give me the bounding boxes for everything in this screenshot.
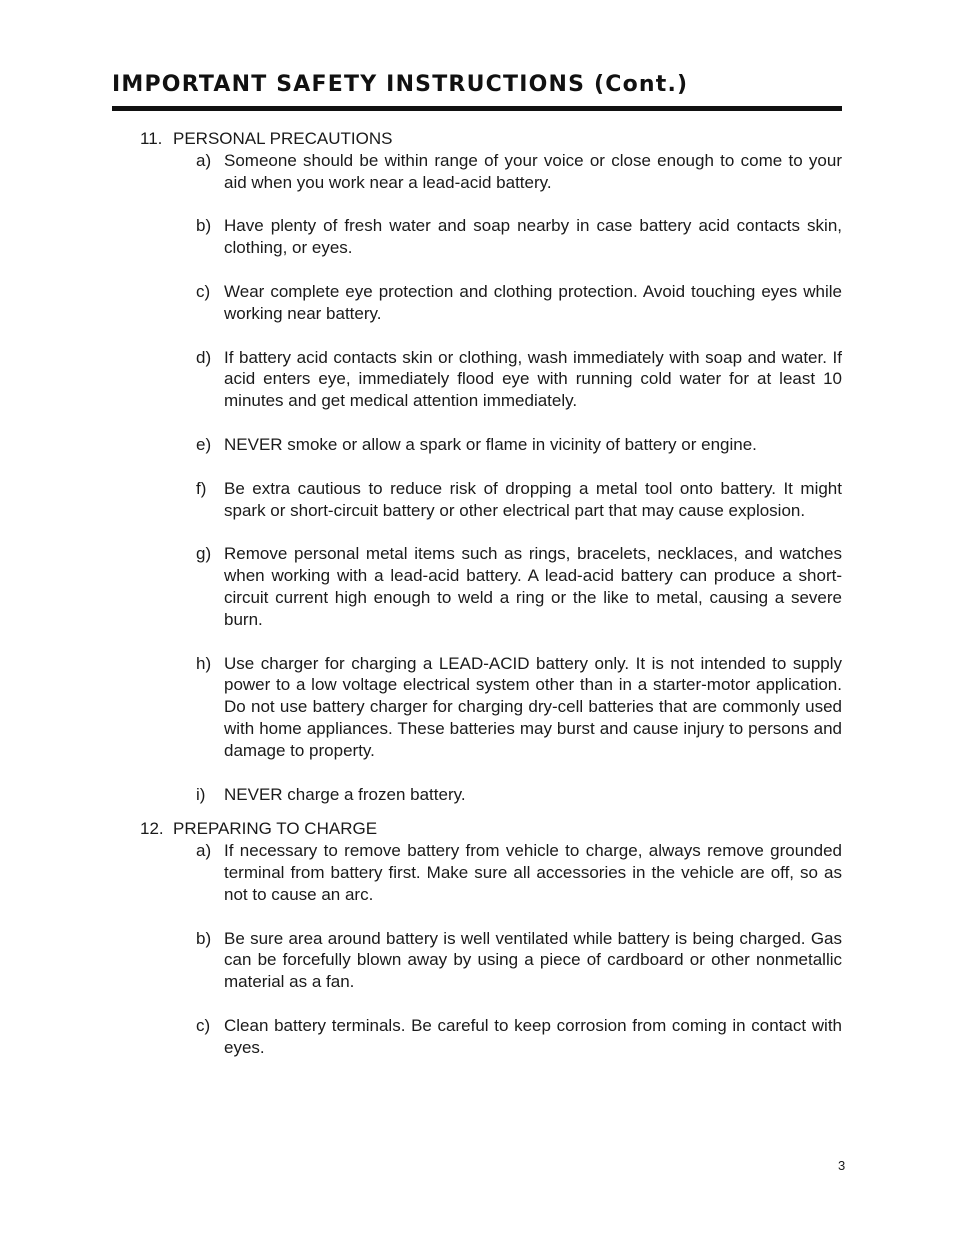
section-number: 12. — [140, 819, 164, 839]
list-item — [196, 653, 842, 762]
list-item — [196, 347, 842, 412]
item-letter: b) — [196, 928, 212, 948]
page-title: IMPORTANT SAFETY INSTRUCTIONS (Cont.) — [112, 72, 689, 97]
item-letter: e) — [196, 434, 212, 454]
page-number: 3 — [838, 1158, 846, 1173]
section-title: PERSONAL PRECAUTIONS — [173, 129, 393, 148]
section-heading — [140, 128, 842, 150]
list-item — [196, 434, 842, 456]
item-letter: i) — [196, 784, 206, 804]
item-text: NEVER charge a frozen battery. — [224, 784, 466, 804]
list-item — [196, 543, 842, 630]
item-text: Clean battery terminals. Be careful to keep corrosion from coming in contact with eyes. — [224, 1015, 842, 1057]
item-text: Use charger for charging a LEAD-ACID battery only. It is not intended to supply power to a low voltage electrical system other than in a starter-motor application. Do not use battery charger for charging dry-cell batteries that are commonly used with home appliances. These batteries may burst and cause injury to persons and damage to property. — [224, 653, 842, 760]
item-text: NEVER smoke or allow a spark or flame in vicinity of battery or engine. — [224, 434, 757, 454]
list-item — [196, 1015, 842, 1059]
section-heading — [140, 818, 842, 840]
section-title: PREPARING TO CHARGE — [173, 819, 378, 839]
item-letter: h) — [196, 653, 212, 673]
item-letter: f) — [196, 478, 207, 498]
item-text: Wear complete eye protection and clothing protection. Avoid touching eyes while working near battery. — [224, 281, 842, 323]
list-item — [196, 150, 842, 194]
preparation-list — [140, 840, 842, 1058]
list-item — [196, 784, 842, 806]
list-item — [196, 928, 842, 993]
item-text: Be extra cautious to reduce risk of dropping a metal tool onto battery. It might spark or short-circuit battery or other electrical part that may cause explosion. — [224, 478, 842, 520]
item-text: If battery acid contacts skin or clothing, wash immediately with soap and water. If acid enters eye, immediately flood eye with running cold water for at least 10 minutes and get medical attention immediately. — [224, 347, 842, 411]
item-letter: a) — [196, 150, 212, 170]
list-item — [196, 215, 842, 259]
item-text: Someone should be within range of your voice or close enough to come to your aid when you work near a lead-acid battery. — [224, 150, 842, 192]
item-letter: d) — [196, 347, 212, 367]
item-letter: c) — [196, 1015, 211, 1035]
item-text: Remove personal metal items such as rings, bracelets, necklaces, and watches when working with a lead-acid battery. A lead-acid battery can produce a short-circuit current high enough to weld a ring or the like to metal, causing a severe burn. — [224, 544, 842, 629]
item-letter: c) — [196, 281, 211, 301]
item-text: Have plenty of fresh water and soap nearby in case battery acid contacts skin, clothing, or eyes. — [224, 216, 842, 258]
section-number: 11. — [140, 129, 163, 148]
precautions-list — [140, 150, 842, 806]
item-letter: a) — [196, 841, 212, 861]
list-item — [196, 281, 842, 325]
item-text: Be sure area around battery is well ventilated while battery is being charged. Gas can be forcefully blown away by using a piece of cardboard or other nonmetallic material as a fan. — [224, 928, 842, 992]
list-item — [196, 478, 842, 522]
item-text: If necessary to remove battery from vehicle to charge, always remove grounded terminal from battery first. Make sure all accessories in the vehicle are off, so as not to cause an arc. — [224, 841, 842, 904]
title-divider — [112, 106, 842, 111]
list-item — [196, 840, 842, 905]
item-letter: g) — [196, 544, 212, 564]
item-letter: b) — [196, 216, 212, 236]
document-body — [140, 128, 842, 1059]
section-personal-precautions — [140, 128, 842, 805]
section-preparing-to-charge — [140, 818, 842, 1058]
